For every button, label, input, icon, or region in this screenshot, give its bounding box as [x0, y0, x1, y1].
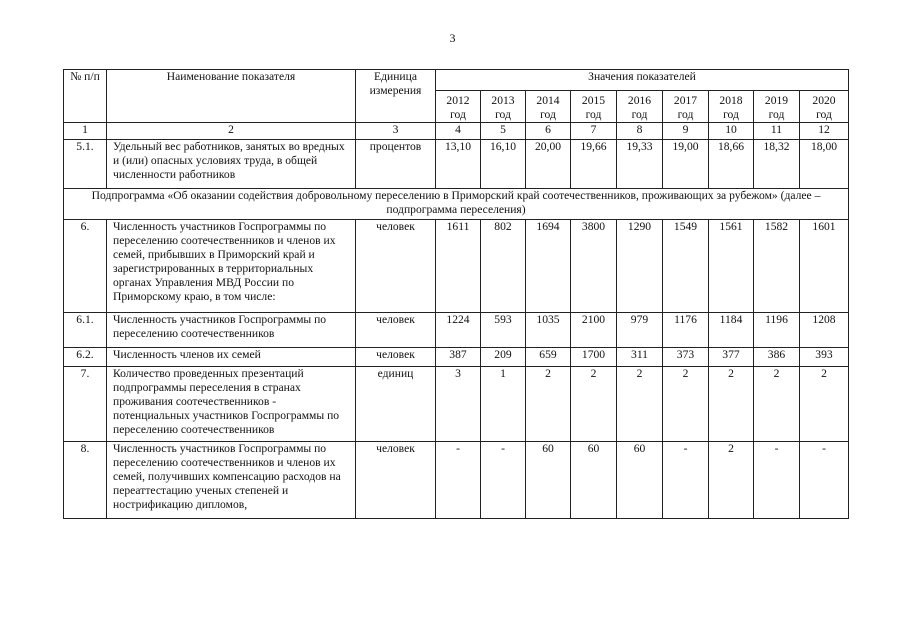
row-value: 60 — [571, 442, 617, 519]
page-number: 3 — [449, 31, 456, 45]
row-value: 1549 — [663, 220, 709, 313]
row-value: 386 — [754, 348, 800, 367]
row-value: 1 — [481, 367, 526, 442]
row-value: 209 — [481, 348, 526, 367]
row-value: 1224 — [436, 313, 481, 348]
row-value: 3800 — [571, 220, 617, 313]
row-value: - — [800, 442, 849, 519]
row-num: 7. — [64, 367, 107, 442]
year-cell: 2013 год — [481, 91, 526, 123]
row-value: 13,10 — [436, 140, 481, 189]
row-value: 1184 — [709, 313, 754, 348]
row-value: 2 — [617, 367, 663, 442]
row-value: - — [754, 442, 800, 519]
row-value: 3 — [436, 367, 481, 442]
col-number: 8 — [617, 123, 663, 140]
row-value: 19,00 — [663, 140, 709, 189]
row-name: Удельный вес работников, занятых во вредных и (или) опасных условиях труда, в общей численности работников — [107, 140, 356, 189]
row-value: 1561 — [709, 220, 754, 313]
year-cell: 2019 год — [754, 91, 800, 123]
row-value: 1196 — [754, 313, 800, 348]
row-value: 1694 — [526, 220, 571, 313]
table-row — [64, 313, 849, 348]
row-unit: человек — [356, 313, 436, 348]
year-cell: 2012 год — [436, 91, 481, 123]
table-row — [64, 140, 849, 189]
row-unit: человек — [356, 220, 436, 313]
subprogram-title: Подпрограмма «Об оказании содействия добровольному переселению в Приморский край соотечественников, проживающих за рубежом» (далее – подпрограмма переселения) — [64, 189, 849, 220]
row-value: 20,00 — [526, 140, 571, 189]
year-cell: 2016 год — [617, 91, 663, 123]
row-value: - — [663, 442, 709, 519]
header-unit: Единица измерения — [356, 70, 436, 123]
row-value: 373 — [663, 348, 709, 367]
row-value: 2 — [663, 367, 709, 442]
row-unit: человек — [356, 348, 436, 367]
row-name: Численность участников Госпрограммы по переселению соотечественников и членов их семей, прибывших в Приморский край и зарегистрированных в территориальных органах Управления МВД России по Приморскому краю, в том числе: — [107, 220, 356, 313]
row-value: - — [481, 442, 526, 519]
row-name: Численность членов их семей — [107, 348, 356, 367]
row-value: 18,66 — [709, 140, 754, 189]
col-number: 2 — [107, 123, 356, 140]
row-value: 377 — [709, 348, 754, 367]
row-value: 1582 — [754, 220, 800, 313]
row-name: Количество проведенных презентаций подпрограммы переселения в странах проживания соотечественников - потенциальных участников Госпрограммы по переселению соотечественников — [107, 367, 356, 442]
row-value: 19,33 — [617, 140, 663, 189]
row-value: 387 — [436, 348, 481, 367]
row-value: 393 — [800, 348, 849, 367]
row-value: 16,10 — [481, 140, 526, 189]
col-number: 5 — [481, 123, 526, 140]
row-value: 18,32 — [754, 140, 800, 189]
table-row — [64, 367, 849, 442]
col-number: 6 — [526, 123, 571, 140]
row-num: 8. — [64, 442, 107, 519]
year-cell: 2020 год — [800, 91, 849, 123]
row-value: 1290 — [617, 220, 663, 313]
row-value: 593 — [481, 313, 526, 348]
row-value: 1611 — [436, 220, 481, 313]
col-number: 9 — [663, 123, 709, 140]
row-value: 18,00 — [800, 140, 849, 189]
year-cell: 2014 год — [526, 91, 571, 123]
row-name: Численность участников Госпрограммы по переселению соотечественников и членов их семей, получивших компенсацию расходов на переаттестацию ученых степеней и нострификацию дипломов, — [107, 442, 356, 519]
row-value: 659 — [526, 348, 571, 367]
col-number: 1 — [64, 123, 107, 140]
row-value: 1601 — [800, 220, 849, 313]
header-name: Наименование показателя — [107, 70, 356, 123]
row-value: 2 — [709, 442, 754, 519]
col-number: 4 — [436, 123, 481, 140]
indicators-table — [63, 69, 849, 519]
year-cell: 2015 год — [571, 91, 617, 123]
row-num: 6.2. — [64, 348, 107, 367]
row-unit: единиц — [356, 367, 436, 442]
row-num: 5.1. — [64, 140, 107, 189]
header-num: № п/п — [64, 70, 107, 123]
col-number: 12 — [800, 123, 849, 140]
row-unit: человек — [356, 442, 436, 519]
row-value: 979 — [617, 313, 663, 348]
year-cell: 2018 год — [709, 91, 754, 123]
row-value: 19,66 — [571, 140, 617, 189]
row-value: 2 — [709, 367, 754, 442]
col-number: 3 — [356, 123, 436, 140]
row-value: 1700 — [571, 348, 617, 367]
col-number: 10 — [709, 123, 754, 140]
row-value: 2 — [571, 367, 617, 442]
subprogram-row — [64, 189, 849, 220]
row-unit: процентов — [356, 140, 436, 189]
col-number: 7 — [571, 123, 617, 140]
col-number: 11 — [754, 123, 800, 140]
row-value: 1176 — [663, 313, 709, 348]
row-value: 802 — [481, 220, 526, 313]
row-value: 1208 — [800, 313, 849, 348]
row-value: 60 — [526, 442, 571, 519]
row-value: 2 — [800, 367, 849, 442]
row-value: 60 — [617, 442, 663, 519]
header-row — [64, 70, 849, 91]
row-value: 2 — [754, 367, 800, 442]
table-row — [64, 442, 849, 519]
row-value: 311 — [617, 348, 663, 367]
row-name: Численность участников Госпрограммы по переселению соотечественников — [107, 313, 356, 348]
row-value: 2 — [526, 367, 571, 442]
header-values: Значения показателей — [436, 70, 849, 91]
row-value: 2100 — [571, 313, 617, 348]
row-value: - — [436, 442, 481, 519]
table-row — [64, 220, 849, 313]
year-cell: 2017 год — [663, 91, 709, 123]
column-numbers-row — [64, 123, 849, 140]
row-num: 6.1. — [64, 313, 107, 348]
row-value: 1035 — [526, 313, 571, 348]
row-num: 6. — [64, 220, 107, 313]
table-row — [64, 348, 849, 367]
